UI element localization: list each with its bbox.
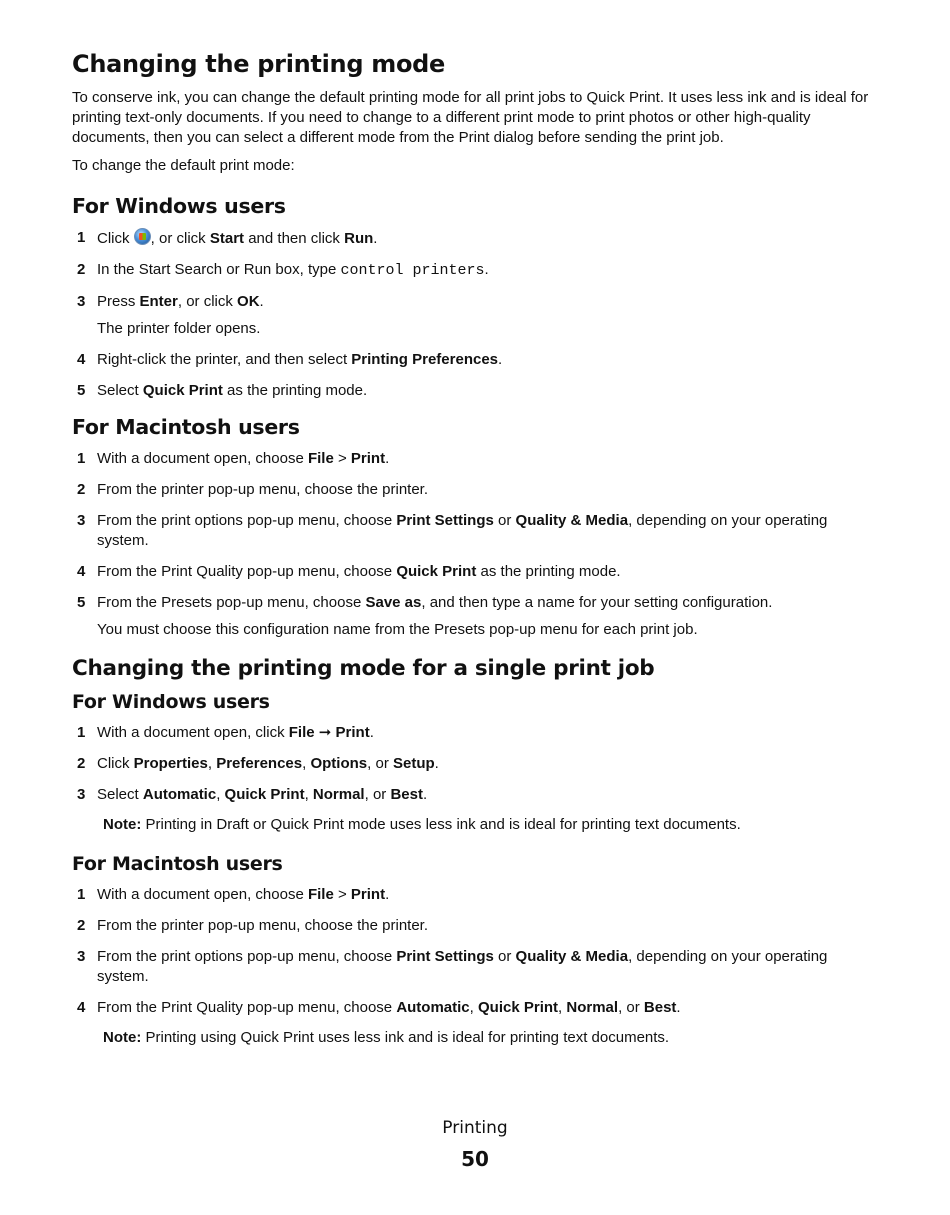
footer-section-title: Printing: [442, 1118, 508, 1138]
windows-single-steps-list: [72, 723, 872, 805]
note: Note: Printing using Quick Print uses less ink and is ideal for printing text documents.: [103, 1029, 670, 1046]
list-item: 4 Right-click the printer, and then select Printing Preferences.: [77, 351, 503, 368]
document-page: [72, 50, 872, 1066]
list-item: 2 Click Properties, Preferences, Options, or Setup.: [77, 755, 439, 772]
lead-paragraph: To change the default print mode:: [72, 157, 295, 174]
note: Note: Printing in Draft or Quick Print mode uses less ink and is ideal for printing text documents.: [103, 816, 741, 833]
list-item: 3 Press Enter, or click OK. The printer folder opens.: [72, 292, 872, 339]
list-item: 3 Select Automatic, Quick Print, Normal, or Best.: [77, 786, 428, 803]
page-number: 50: [461, 1147, 489, 1171]
list-item: 1 Click , or click Start and then click Run.: [77, 229, 378, 247]
list-item: 3 From the print options pop-up menu, choose Print Settings or Quality & Media, depending on your operating system.: [77, 948, 828, 985]
list-item: 2 From the printer pop-up menu, choose the printer.: [77, 917, 429, 934]
page-title: Changing the printing mode: [72, 50, 446, 78]
macintosh-steps-list: [72, 449, 872, 640]
macintosh-users-heading: For Macintosh users: [72, 415, 300, 439]
windows-users-heading: For Windows users: [72, 194, 286, 218]
intro-paragraph: To conserve ink, you can change the default printing mode for all print jobs to Quick Print. It uses less ink and is ideal for printing text-only documents. If you need to change to a different print mode to print photos or other high-quality documents, then you can select a different mode from the Print dialog before sending the print job.: [72, 89, 869, 146]
step-result: The printer folder opens.: [97, 320, 261, 337]
macintosh-users-subheading: For Macintosh users: [72, 853, 283, 875]
list-item: 4 From the Print Quality pop-up menu, choose Quick Print as the printing mode.: [77, 563, 621, 580]
macintosh-single-steps-list: [72, 885, 872, 1018]
list-item: 2 In the Start Search or Run box, type control printers.: [77, 261, 489, 279]
single-job-heading: Changing the printing mode for a single print job: [72, 656, 655, 681]
command-text: control printers: [340, 262, 485, 279]
list-item: 1 With a document open, click File ➞ Print.: [77, 724, 374, 741]
list-item: 4 From the Print Quality pop-up menu, choose Automatic, Quick Print, Normal, or Best.: [77, 999, 681, 1016]
list-item: 1 With a document open, choose File > Print.: [77, 886, 390, 903]
list-item: 3 From the print options pop-up menu, choose Print Settings or Quality & Media, depending on your operating system.: [77, 512, 828, 549]
windows-steps-list: [72, 228, 872, 401]
step-result: You must choose this configuration name from the Presets pop-up menu for each print job.: [97, 621, 698, 638]
list-item: 5 Select Quick Print as the printing mode.: [77, 382, 368, 399]
windows-start-icon: [134, 228, 151, 245]
windows-users-subheading: For Windows users: [72, 691, 270, 713]
list-item: 5 From the Presets pop-up menu, choose Save as, and then type a name for your setting configuration. You must choose this configuration name from the Presets pop-up menu for each print job.: [72, 593, 872, 640]
list-item: 1 With a document open, choose File > Print.: [77, 450, 390, 467]
list-item: 2 From the printer pop-up menu, choose the printer.: [77, 481, 429, 498]
